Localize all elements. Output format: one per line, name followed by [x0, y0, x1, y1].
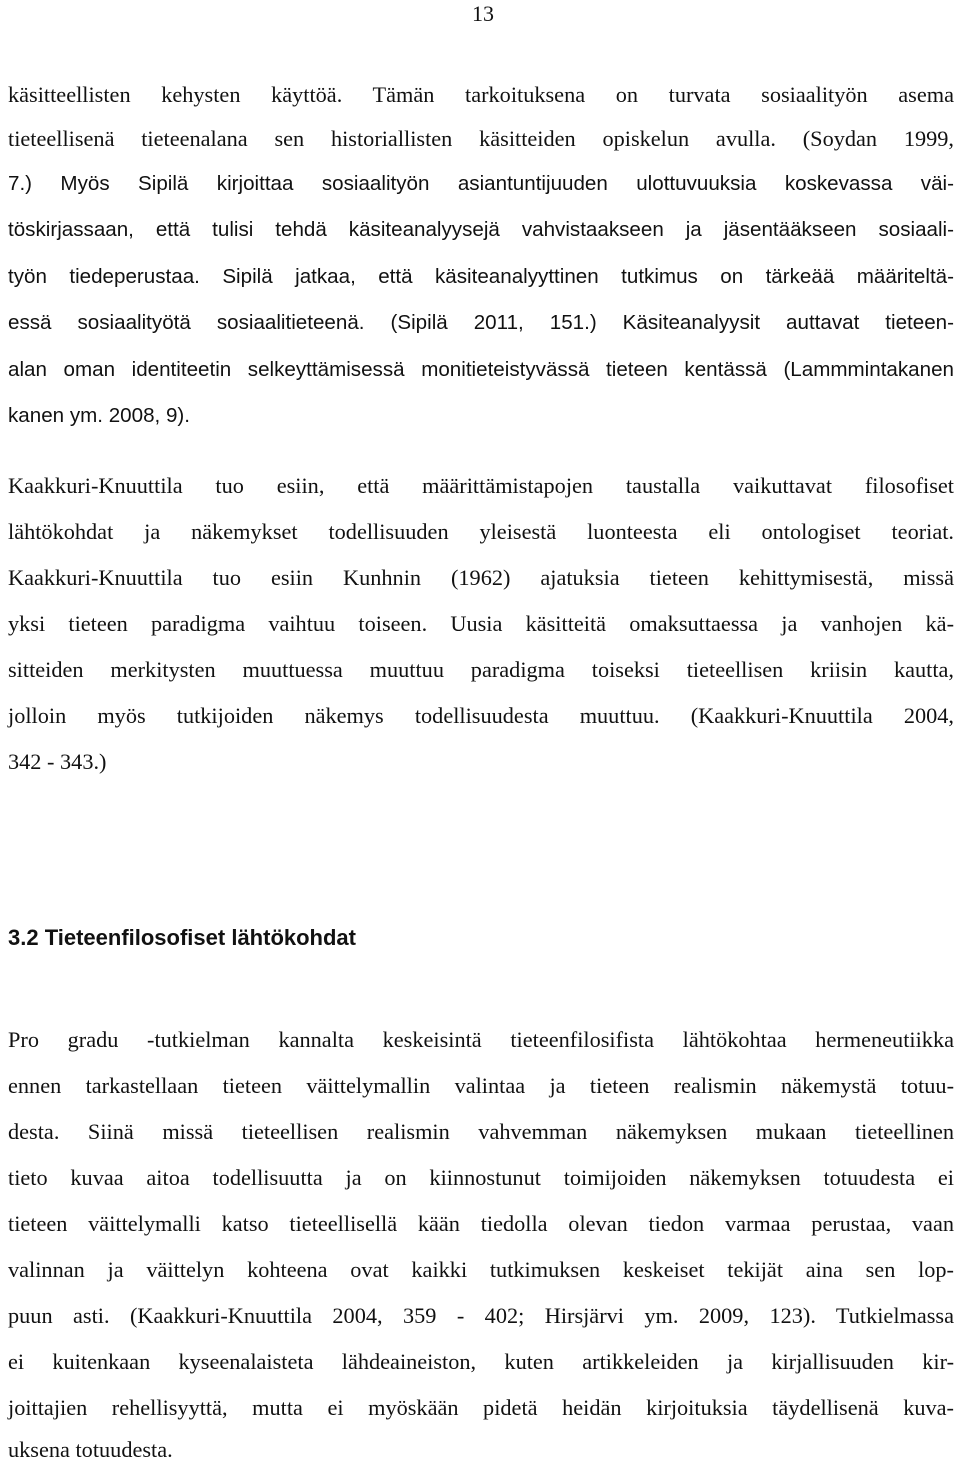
- paragraph-line: essä sosiaalityötä sosiaalitieteenä. (Sipilä 2011, 151.) Käsiteanalyysit auttavat tieteen-: [8, 311, 954, 334]
- paragraph-line: kanen ym. 2008, 9).: [8, 404, 191, 427]
- paragraph-line: jolloin myös tutkijoiden näkemys todellisuudesta muuttuu. (Kaakkuri-Knuuttila 2004,: [8, 703, 954, 728]
- paragraph-line: ennen tarkastellaan tieteen väittelymallin valintaa ja tieteen realismin näkemystä totuu-: [8, 1073, 954, 1098]
- paragraph-line: tieteellisenä tieteenalana sen historiallisten käsitteiden opiskelun avulla. (Soydan 1999,: [8, 126, 954, 151]
- paragraph-line: valinnan ja väittelyn kohteena ovat kaikki tutkimuksen keskeiset tekijät aina sen lop-: [8, 1257, 954, 1282]
- paragraph-line: Pro gradu -tutkielman kannalta keskeisintä tieteenfilosifista lähtökohtaa hermeneutiikka: [8, 1027, 954, 1052]
- paragraph-line: töskirjassaan, että tulisi tehdä käsiteanalyysejä vahvistaakseen ja jäsentääkseen sosiaali-: [8, 218, 954, 241]
- paragraph-line: tieteen väittelymalli katso tieteellisellä kään tiedolla olevan tiedon varmaa perustaa, vaan: [8, 1211, 954, 1236]
- section-heading: 3.2 Tieteenfilosofiset lähtökohdat: [8, 925, 356, 950]
- paragraph-line: 342 - 343.): [8, 749, 107, 774]
- paragraph-line: alan oman identiteetin selkeyttämisessä monitieteistyvässä tieteen kentässä (Lammmintakanen: [8, 358, 954, 381]
- paragraph-line: uksena totuudesta.: [8, 1437, 173, 1462]
- paragraph-line: lähtökohdat ja näkemykset todellisuuden yleisestä luonteesta eli ontologiset teoriat.: [8, 519, 954, 544]
- paragraph-line: tieto kuvaa aitoa todellisuutta ja on kiinnostunut toimijoiden näkemyksen totuudesta ei: [8, 1165, 954, 1190]
- paragraph-line: puun asti. (Kaakkuri-Knuuttila 2004, 359 - 402; Hirsjärvi ym. 2009, 123). Tutkielmassa: [8, 1303, 954, 1328]
- page-number: 13: [472, 1, 494, 26]
- paragraph-line: yksi tieteen paradigma vaihtuu toiseen. Uusia käsitteitä omaksuttaessa ja vanhojen kä-: [8, 611, 954, 636]
- paragraph-line: joittajien rehellisyyttä, mutta ei myöskään pidetä heidän kirjoituksia täydellisenä kuva-: [8, 1395, 954, 1420]
- paragraph-line: desta. Siinä missä tieteellisen realismin vahvemman näkemyksen mukaan tieteellinen: [8, 1119, 954, 1144]
- paragraph-line: työn tiedeperustaa. Sipilä jatkaa, että käsiteanalyyttinen tutkimus on tärkeää määriteltä-: [8, 265, 954, 288]
- paragraph-line: Kaakkuri-Knuuttila tuo esiin, että määrittämistapojen taustalla vaikuttavat filosofiset: [8, 473, 954, 498]
- paragraph-line: Kaakkuri-Knuuttila tuo esiin Kunhnin (1962) ajatuksia tieteen kehittymisestä, missä: [8, 565, 954, 590]
- paragraph-line: käsitteellisten kehysten käyttöä. Tämän tarkoituksena on turvata sosiaalityön asema: [8, 82, 954, 107]
- paragraph-line: ei kuitenkaan kyseenalaisteta lähdeaineiston, kuten artikkeleiden ja kirjallisuuden kir-: [8, 1349, 954, 1374]
- paragraph-line: sitteiden merkitysten muuttuessa muuttuu paradigma toiseksi tieteellisen kriisin kautta,: [8, 657, 954, 682]
- paragraph-line: 7.) Myös Sipilä kirjoittaa sosiaalityön asiantuntijuuden ulottuvuuksia koskevassa väi-: [8, 172, 954, 195]
